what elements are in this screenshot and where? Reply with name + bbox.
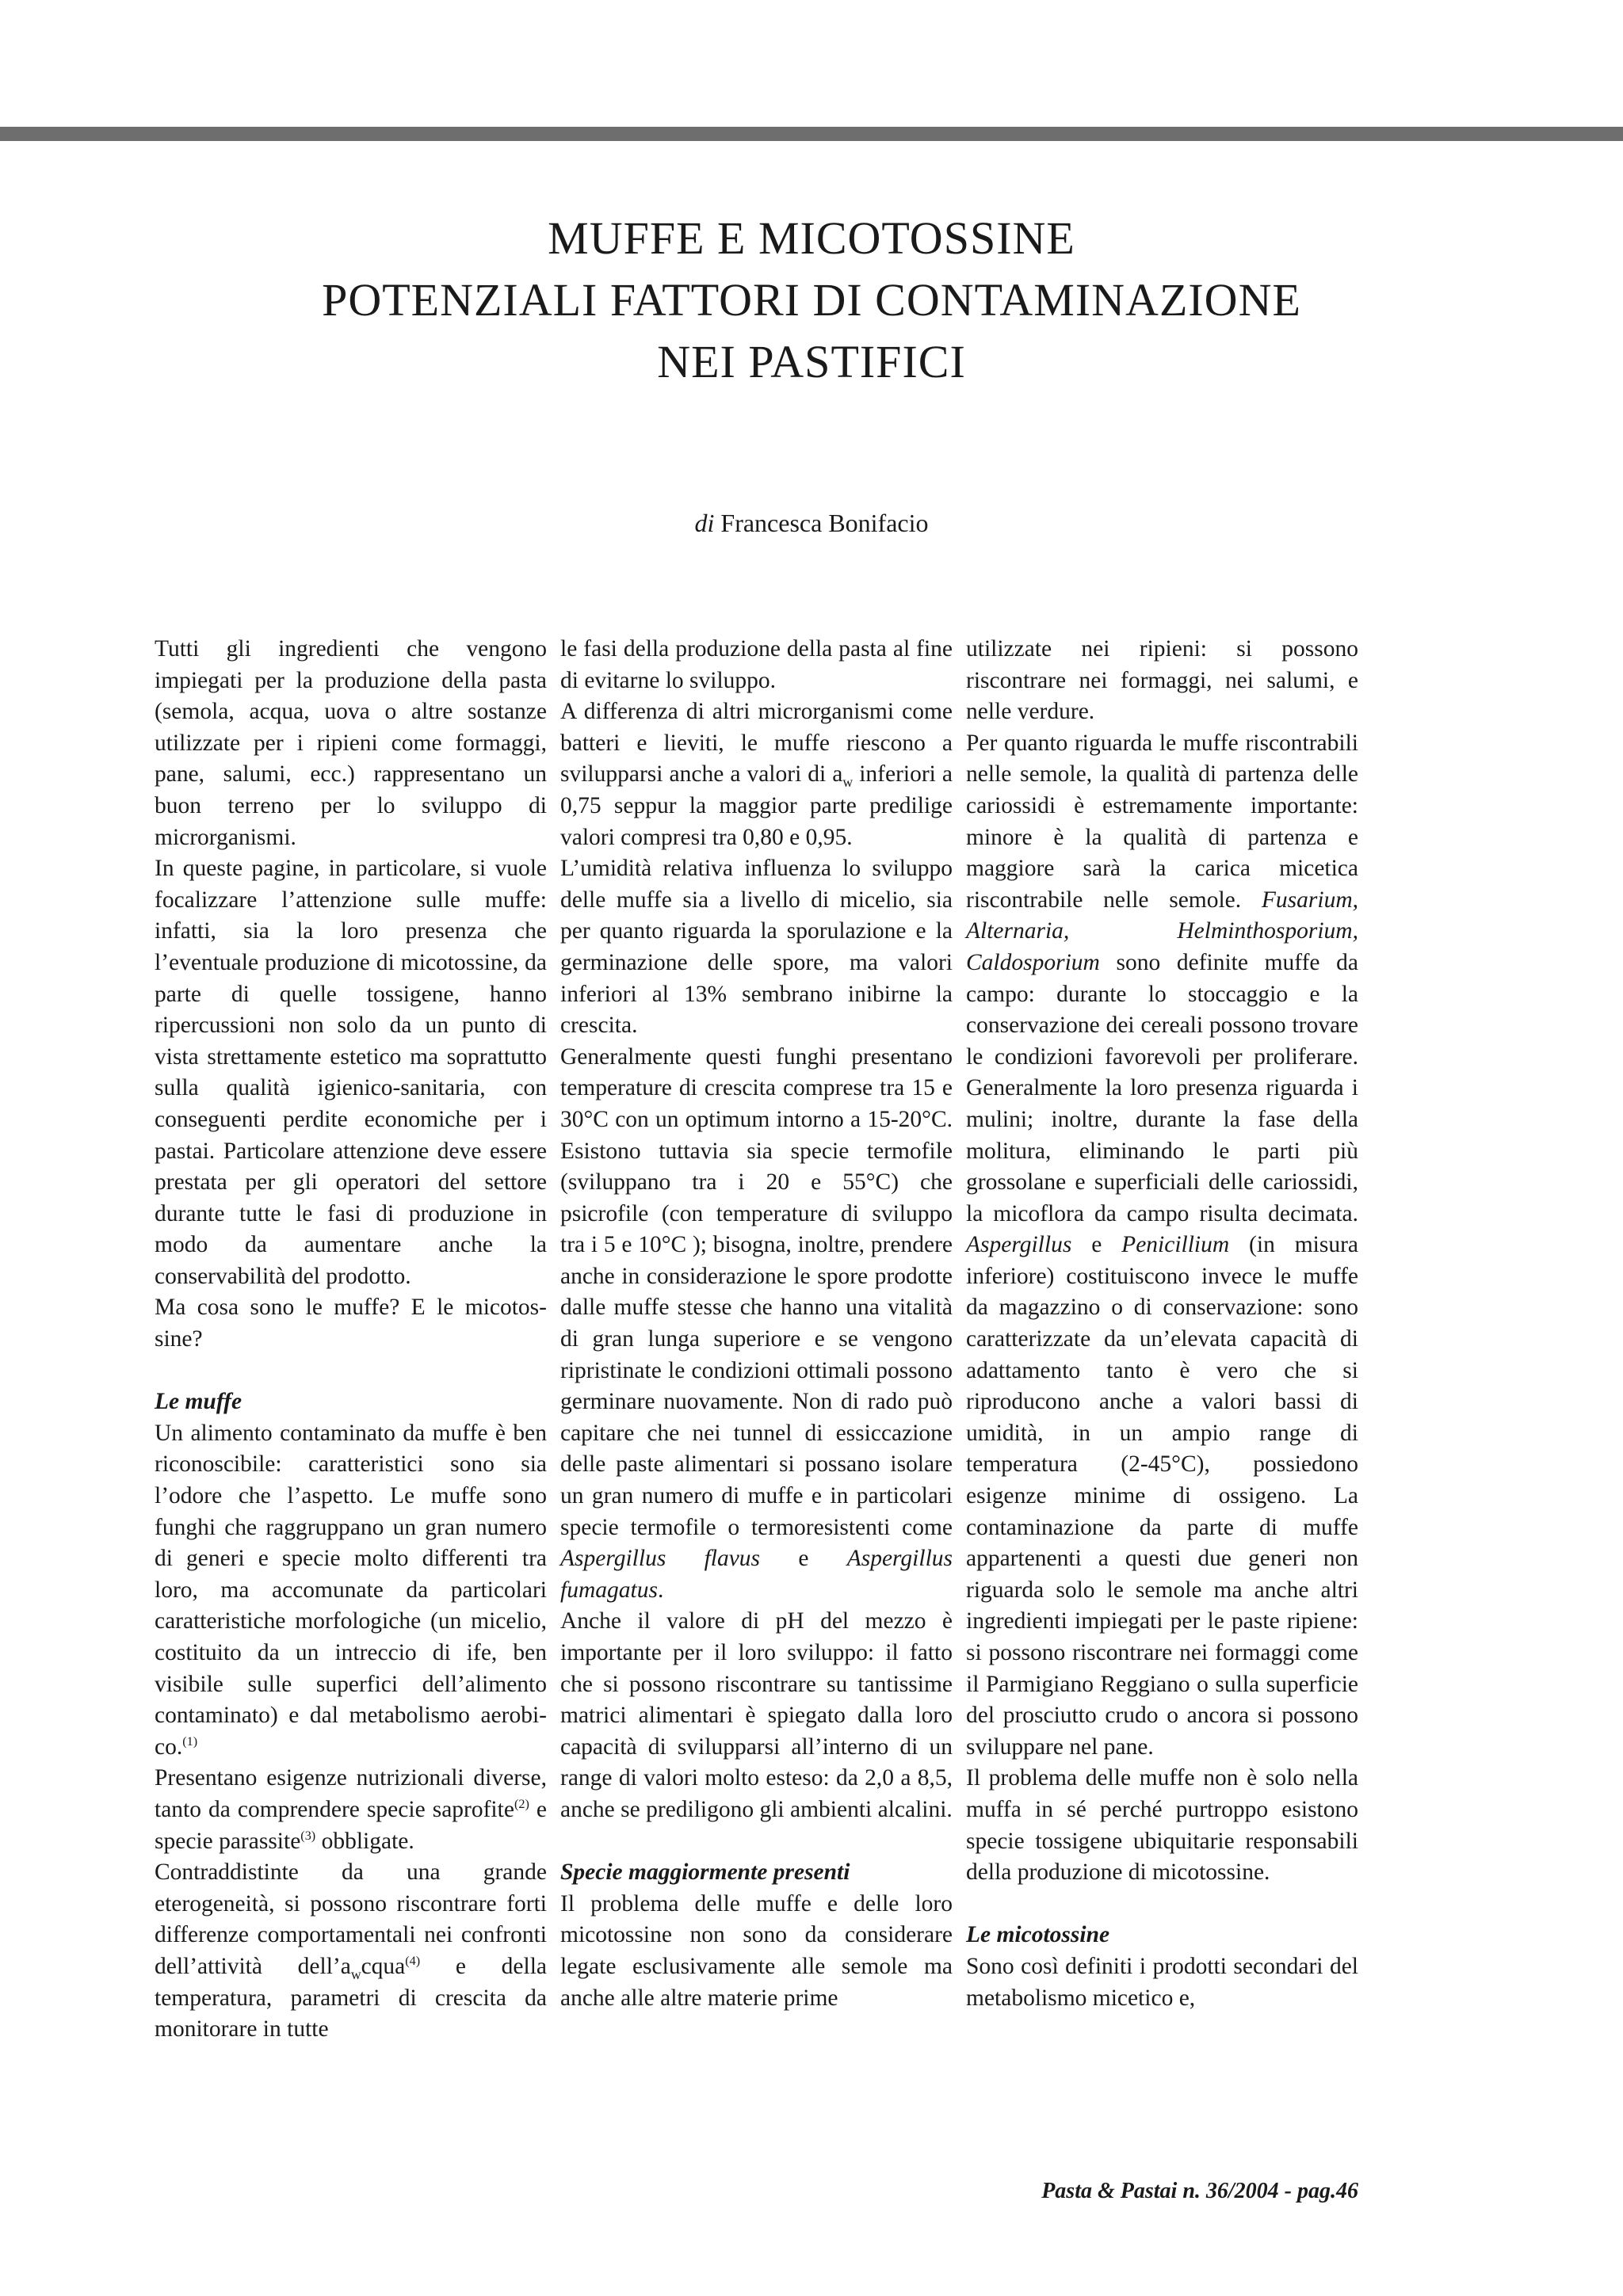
top-rule: [0, 127, 1623, 141]
column-3: [966, 634, 1358, 2014]
col1-paragraph-5: [155, 1763, 547, 1857]
page-title: [0, 208, 1623, 393]
col2-conjunction: e: [760, 1546, 847, 1572]
col2-paragraph-2-text-b: inferiori a 0,75 seppur la maggior parte predilige valori compresi tra 0,80 e 0,95.: [560, 761, 953, 850]
byline-prefix: di: [694, 509, 715, 537]
col1-paragraph-3: Ma cosa sono le muffe? E le micotossine?: [155, 1295, 547, 1352]
title-line-3: NEI PASTIFICI: [657, 336, 966, 387]
byline-author: Francesca Bonifacio: [720, 509, 929, 537]
section-heading-le-micotossine: Le micotossine: [966, 1922, 1110, 1948]
col2-paragraph-6: Il problema delle muffe e delle loro micotossine non sono da considerare legate esclusivamente alle semole ma anche alle altre materie prime: [560, 1890, 953, 2011]
col3-paragraph-4: Sono così definiti i prodotti secondari del metabolismo micetico e,: [966, 1953, 1358, 2011]
col2-paragraph-5: Anche il valore di pH del mezzo è importante per il loro sviluppo: il fatto che si possono riscontrare su tantissime matrici alimentari è spiegato dalla loro capacità di svilupparsi all’interno di un range di valori molto esteso: da 2,0 a 8,5, anche se prediligono gli ambienti alcalini.: [560, 1608, 953, 1822]
col1-paragraph-6-text-c: e della temperatura, parametri di crescita da monitorare in tutte: [155, 1953, 547, 2042]
col3-paragraph-2-text-b: sono definite muffe da campo: durante lo stoccaggio e la conservazione dei cereali possono trovare le condizioni favorevoli per proliferare. Generalmente la loro presenza riguarda i mulini; inoltre, durante la fase della molitura, eliminando le parti più grossolane e superficiali delle cariossidi, la micoflora da campo risulta decimata.: [966, 949, 1358, 1226]
col1-paragraph-6-text-a: Contraddistinte da una grande eterogeneità, si possono riscontrare forti differenze comportamentali nei confronti dell’attività dell’a: [155, 1859, 547, 1979]
footnote-ref-1: (1): [182, 1733, 198, 1749]
col1-paragraph-5-text-c: obbligate.: [315, 1828, 414, 1854]
col2-paragraph-2: [560, 696, 953, 853]
species-aspergillus-flavus: Aspergillus flavus: [560, 1546, 761, 1572]
footnote-ref-2: (2): [514, 1797, 529, 1812]
genus-aspergillus: Aspergillus: [966, 1232, 1072, 1258]
col1-paragraph-6-text-b: cqua: [361, 1953, 406, 1979]
col1-paragraph-5-text-b: e specie parassite: [155, 1796, 548, 1854]
col3-paragraph-2: [966, 728, 1358, 1764]
col3-paragraph-2-text-a: Per quanto riguarda le muffe riscontrabili nelle semole, la qualità di partenza delle cariossidi è estremamente importante: minore è la qualità di partenza e maggiore sarà la carica micetica riscontrabile nelle semole.: [966, 730, 1358, 913]
col1-paragraph-2: In queste pagine, in particolare, si vuole focalizzare l’attenzione sulle muffe: infatti, sia la loro presenza che l’eventuale produzione di micotossine, da parte di quelle tossigene, hanno ripercussioni non solo da un punto di vista strettamente estetico ma soprattutto sulla qualità igienico-sanitaria, con conseguenti perdite economiche per i pastai. Particolare attenzione deve essere prestata per gli operatori del settore durante tutte le fasi di produzione in modo da aumentare anche la conservabilità del prodotto.: [155, 856, 547, 1289]
footnote-ref-3: (3): [300, 1828, 316, 1843]
title-line-2: POTENZIALI FATTORI DI CONTAMINAZIONE: [322, 274, 1301, 326]
col2-paragraph-4-text-b: .: [657, 1577, 664, 1603]
column-2: [560, 634, 953, 2014]
genus-penicillium: Penicillium: [1121, 1232, 1230, 1258]
col3-paragraph-2-text-c: (in misura inferiore) costituiscono invece le muffe da magazzino o di conservazione: sono caratterizzate da un’elevata capacità di adattamento tanto è vero che si riproducono anche a valori bassi di umidità, in un ampio range di temperatura (2-45°C), possiedono esigenze minime di ossigeno. La contaminazione da parte di muffe appartenenti a questi due generi non riguarda solo le semole ma anche altri ingredienti impiegati per le paste ripiene: si possono riscontrare nei formaggi come il Parmigiano Reggiano o sulla superficie del prosciutto crudo o ancora si possono sviluppare nel pane.: [966, 1232, 1358, 1760]
col2-paragraph-4-text-a: Generalmente questi funghi presentano temperature di crescita comprese tra 15 e 30°C con un optimum intorno a 15-20°C. Esistono tuttavia sia specie termofile (sviluppano tra i 20 e 55°C) che psicrofile (con temperature di sviluppo tra i 5 e 10°C ); bisogna, inoltre, prendere anche in considerazione le spore prodotte dalle muffe stesse che hanno una vitalità di gran lunga superiore e se vengono ripristinate le condizioni ottimali possono germinare nuovamente. Non di rado può capitare che nei tunnel di essiccazione delle paste alimentari si possano isolare un gran numero di muffe e in particolari specie termofile o termoresistenti come: [560, 1043, 953, 1540]
col1-paragraph-6: [155, 1857, 547, 2046]
footnote-ref-4: (4): [405, 1954, 421, 1969]
column-1: [155, 634, 547, 2046]
byline: [0, 507, 1623, 539]
water-activity-subscript: w: [350, 1966, 361, 1982]
water-activity-subscript: w: [842, 774, 854, 791]
col3-conjunction: e: [1071, 1232, 1122, 1258]
col2-paragraph-4: [560, 1042, 953, 1607]
col2-paragraph-3: L’umidità relativa influenza lo sviluppo delle muffe sia a livello di micelio, sia per quanto riguarda la sporulazione e la germinazione delle spore, ma valori inferiori al 13% sembrano inibirne la crescita.: [560, 856, 953, 1039]
col1-paragraph-4: [155, 1418, 547, 1764]
section-heading-specie-maggiormente-presenti: Specie maggiormente presenti: [560, 1859, 850, 1886]
field-mould-genera: Fusarium, Alternaria, Helminthosporium, Caldosporium: [966, 887, 1358, 975]
col1-paragraph-1: Tutti gli ingredienti che vengono impiegati per la produzione della pasta (semola, acqua, uova o altre sostanze utilizzate per i ripieni come formaggi, pane, salumi, ecc.) rappresentano un buon terreno per lo sviluppo di microrganismi.: [155, 636, 547, 850]
col1-paragraph-4-text: Un alimento contaminato da muffe è ben riconoscibile: caratteristici sono sia l’odore che l’aspetto. Le muffe sono funghi che raggruppano un gran numero di generi e specie molto differenti tra loro, ma accomunate da particolari caratteristiche morfologiche (un micelio, costituito da un intreccio di ife, ben visibile sulle superfici dell’alimento contaminato) e dal metabolismo aerobico.: [155, 1420, 547, 1760]
col2-paragraph-2-text-a: A differenza di altri microrganismi come batteri e lieviti, le muffe riescono a svilupparsi anche a valori di a: [560, 699, 953, 788]
page-footer: Pasta & Pastai n. 36/2004 - pag.46: [1041, 2179, 1358, 2203]
col1-paragraph-5-text-a: Presentano esigenze nutrizionali diverse, tanto da comprendere specie saprofite: [155, 1765, 547, 1822]
section-heading-le-muffe: Le muffe: [155, 1389, 242, 1415]
col3-paragraph-1: utilizzate nei ripieni: si possono riscontrare nei formaggi, nei salumi, e nelle verdure.: [966, 636, 1358, 725]
col2-paragraph-1: le fasi della produzione della pasta al fine di evitarne lo sviluppo.: [560, 636, 953, 693]
species-aspergillus-fumagatus: Aspergillus fumagatus: [560, 1546, 953, 1603]
col3-paragraph-3: Il problema delle muffe non è solo nella muffa in sé perché purtroppo esistono specie tossigene ubiquitarie responsabili della produzione di micotossine.: [966, 1765, 1358, 1886]
title-line-1: MUFFE E MICOTOSSINE: [548, 212, 1075, 264]
